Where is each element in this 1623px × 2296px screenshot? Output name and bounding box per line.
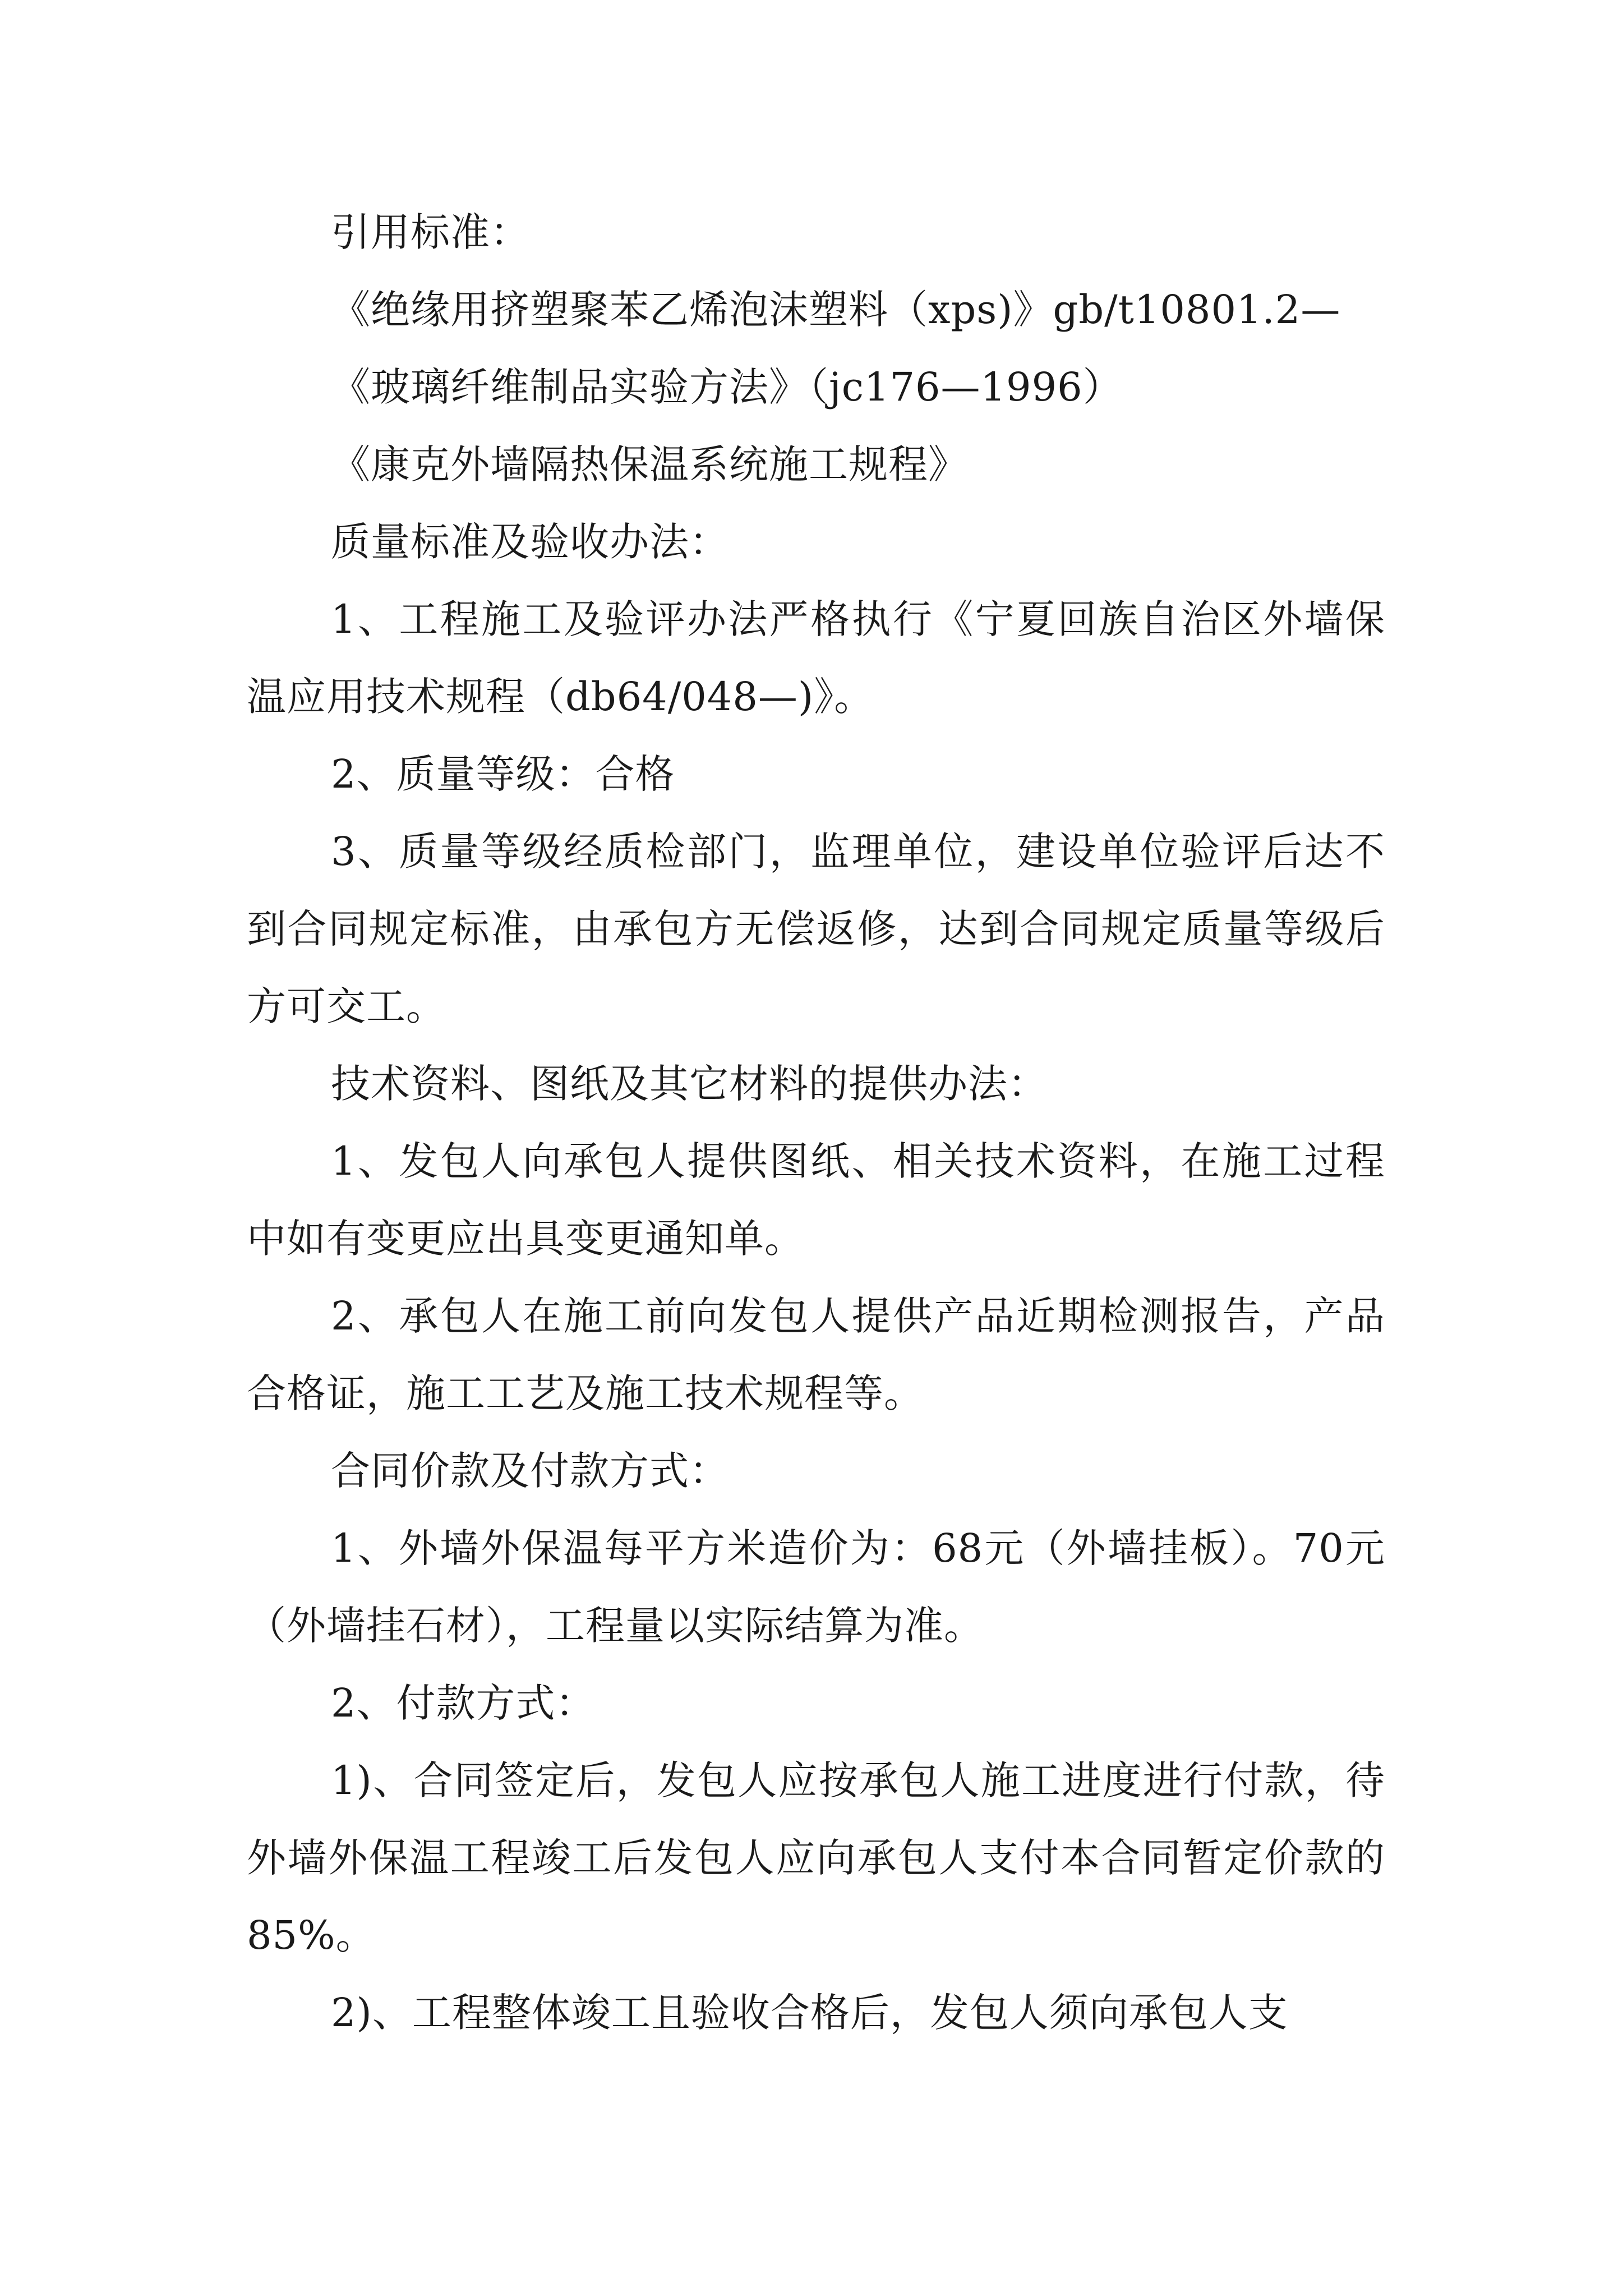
paragraph-payment-item-2: 2、付款方式：: [331, 1680, 596, 1726]
paragraph-materials-heading: 技术资料、图纸及其它材料的提供办法：: [331, 1061, 1048, 1107]
paragraph-standard-kangke: 《康克外墙隔热保温系统施工规程》: [331, 441, 968, 487]
paragraph-quality-item-1: 1、工程施工及验评办法严格执行《宁夏回族自治区外墙保温应用技术规程（db64/048—)》。: [247, 596, 1385, 720]
paragraph-payment-heading: 合同价款及付款方式：: [331, 1448, 729, 1494]
paragraph-quality-heading: 质量标准及验收办法：: [331, 519, 729, 565]
paragraph-payment-subitem-1: 1)、合同签定后，发包人应按承包人施工进度进行付款，待外墙外保温工程竣工后发包人应向承包人支付本合同暂定价款的85%。: [247, 1757, 1385, 1958]
paragraph-payment-item-1: 1、外墙外保温每平方米造价为：68元（外墙挂板）。70元（外墙挂石材），工程量以实际结算为准。: [247, 1525, 1385, 1649]
paragraph-quality-item-2: 2、质量等级：合格: [331, 751, 675, 797]
paragraph-payment-subitem-2: 2)、工程整体竣工且验收合格后，发包人须向承包人支: [331, 1990, 1288, 2036]
document-body: [247, 194, 1385, 2051]
paragraph-standard-glass-fiber: 《玻璃纤维制品实验方法》（jc176—1996）: [331, 364, 1123, 410]
paragraph-cited-standards-heading: 引用标准：: [331, 209, 530, 255]
paragraph-materials-item-1: 1、发包人向承包人提供图纸、相关技术资料，在施工过程中如有变更应出具变更通知单。: [247, 1138, 1385, 1262]
paragraph-standard-xps: 《绝缘用挤塑聚苯乙烯泡沫塑料（xps)》gb/t10801.2—: [331, 287, 1341, 333]
paragraph-materials-item-2: 2、承包人在施工前向发包人提供产品近期检测报告，产品合格证，施工工艺及施工技术规程等。: [247, 1293, 1385, 1416]
paragraph-quality-item-3: 3、质量等级经质检部门，监理单位，建设单位验评后达不到合同规定标准，由承包方无偿返修，达到合同规定质量等级后方可交工。: [247, 829, 1385, 1029]
